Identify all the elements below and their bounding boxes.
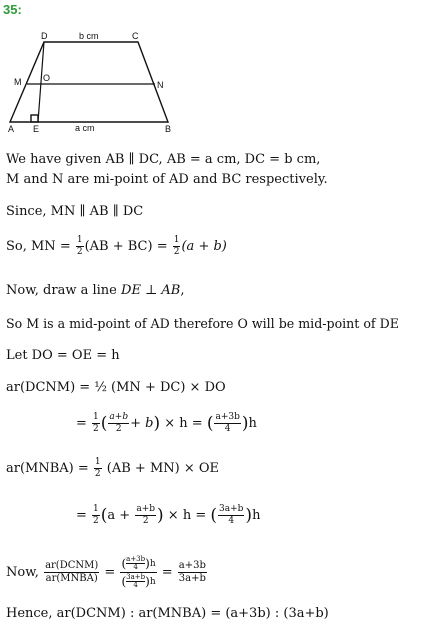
label-o: O [43, 73, 51, 83]
mn-mid: (AB + BC) = [84, 239, 168, 254]
3a-plus-b-over-4: $\frac{3a+b}{4}$ [219, 504, 244, 526]
area-mnba-calc: = $\frac{1}{2}$ (a + $\frac{a+b}{2}$ ) × h = ( $\frac{3a+b}{4}$ )h [76, 504, 261, 526]
a-plus-b-over-2-b: $\frac{a+b}{2}$ [136, 504, 156, 526]
ratio-line: Now, $\frac{\text{ar(DCNM)}}{\text{ar(MNBA)}}$ = ( $\frac{a+3b}{4}$ )h ( $\frac{3a+b}{4}$ )h = $\frac{a+3b}{3a+b}$ [6, 555, 206, 589]
de-perp-ab: DE ⊥ AB [121, 283, 181, 298]
half-fraction: $\frac{1}{2}$ [76, 235, 83, 257]
a-plus-3b-over-4: $\frac{a+3b}{4}$ [215, 412, 240, 434]
mn-formula-line [6, 236, 227, 257]
a-plus-b-over-2: $\frac{a+b}{2}$ [109, 412, 129, 434]
draw-line-sentence [6, 283, 185, 299]
ratio-result-fraction: $\frac{a+3b}{3a+b}$ [178, 560, 206, 584]
conclusion-line: Hence, ar(DCNM) : ar(MNBA) = (a+3b) : (3a+b) [6, 606, 329, 621]
area-dcnm-calc: = $\frac{1}{2}$ ( $\frac{a+b}{2}$ + b) × h = ( $\frac{a+3b}{4}$ )h [76, 412, 257, 434]
question-number: 35: [3, 2, 22, 17]
half-fraction-5: $\frac{1}{2}$ [93, 504, 99, 526]
mn-rhs: (a + b) [181, 239, 227, 254]
mn-lhs: So, MN = [6, 239, 71, 254]
label-a-cm: a cm [75, 123, 95, 133]
so-m-line: So M is a mid-point of AD therefore O will be mid-point of DE [6, 316, 399, 331]
ratio-area-fraction: $\frac{\text{ar(DCNM)}}{\text{ar(MNBA)}}$ [45, 560, 99, 584]
label-b-cm: b cm [79, 31, 99, 41]
let-line: Let DO = OE = h [6, 348, 120, 363]
comma: , [180, 283, 185, 298]
half-fraction-2: $\frac{1}{2}$ [173, 235, 180, 257]
label-e: E [33, 124, 40, 134]
half-fraction-3: $\frac{1}{2}$ [93, 412, 99, 434]
half-fraction-4: $\frac{1}{2}$ [94, 457, 101, 479]
label-c: C [132, 31, 139, 41]
trapezium-figure [0, 22, 185, 140]
given-line-2: M and N are mi-point of AD and BC respectively. [6, 172, 328, 187]
label-b: B [165, 124, 172, 134]
label-a: A [8, 124, 15, 134]
area-dcnm-line: ar(DCNM) = ½ (MN + DC) × DO [6, 380, 226, 395]
area-mnba-line: ar(MNBA) = $\frac{1}{2}$ (AB + MN) × OE [6, 457, 220, 479]
since-line: Since, MN ∥ AB ∥ DC [6, 204, 144, 219]
label-m: M [14, 77, 22, 87]
right-angle-marker [31, 115, 38, 122]
label-d: D [41, 31, 48, 41]
given-line-1: We have given AB ∥ DC, AB = a cm, DC = b cm, [6, 152, 321, 167]
draw-text: Now, draw a line [6, 283, 117, 298]
trapezium-outline [10, 42, 168, 122]
label-n: N [157, 80, 164, 90]
ratio-expanded-fraction: ( $\frac{a+3b}{4}$ )h ( $\frac{3a+b}{4}$ )h [121, 555, 156, 589]
